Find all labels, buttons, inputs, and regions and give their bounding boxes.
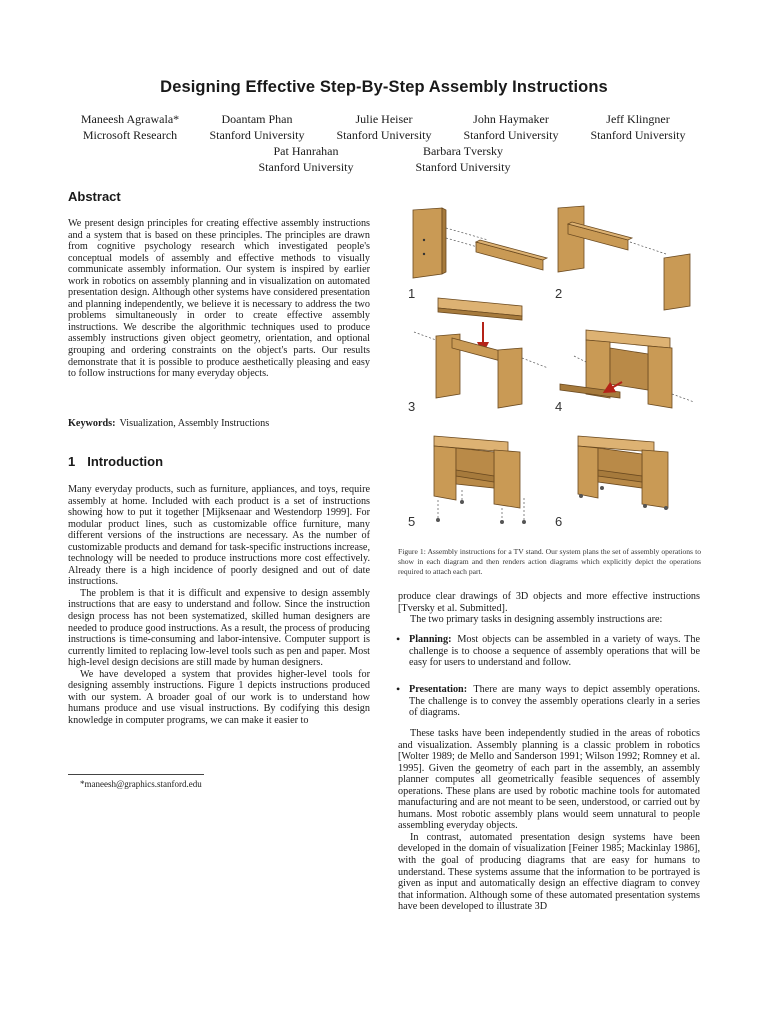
author-block	[383, 143, 543, 175]
section-heading	[68, 454, 163, 469]
right-column-body	[398, 728, 700, 913]
step-1-diagram	[413, 208, 547, 278]
bullet-item	[396, 632, 700, 669]
keywords-value: Visualization, Assembly Instructions	[119, 418, 270, 429]
author-block	[558, 111, 718, 143]
step-label: 5	[408, 514, 416, 529]
step-5-diagram	[434, 436, 526, 524]
author-name: Jeff Klingner	[606, 112, 670, 126]
figure-assembly-steps	[398, 198, 702, 538]
bullet-item	[396, 682, 700, 719]
author-name: Pat Hanrahan	[273, 144, 339, 158]
footnote: *maneesh@graphics.stanford.edu	[80, 779, 202, 789]
bullet-dot: •	[396, 682, 401, 696]
step-label: 3	[408, 399, 416, 414]
author-name: Julie Heiser	[355, 112, 413, 126]
tasks-intro: The two primary tasks in designing assembly instructions are:	[410, 614, 663, 626]
abstract-paragraph: We present design principles for creating effective assembly instructions and a system that is based on these principles. The principles are drawn from cognitive psychology research which investigated people's conceptual models of assembly and effective methods to visually communicate assembly information. Our system is inspired by earlier work in robotics on assembly planning and in visualization on automated presentation design. Although other systems have considered presentation and planning independently, we believe it is necessary to address the two problems simultaneously in order to create effective assembly instructions. We describe the algorithmic techniques used to produce assembly instructions given object geometry, orientation, and optional grouping and ordering constraints on the object's parts. Our results demonstrate that it is possible to produce aesthetically pleasing and easy to follow instructions for many everyday objects.	[68, 218, 370, 380]
author-affiliation: Microsoft Research	[82, 128, 178, 142]
author-name: Maneesh Agrawala*	[80, 112, 180, 126]
intro-text	[68, 484, 370, 726]
intro-paragraph: We have developed a system that provides higher-level tools for designing assembly instructions. Figure 1 depicts instructions produced with our system. A broader goal of our work is to understand how humans produce and use visual instructions. By codifying this design knowledge in computer programs, we can make it easier to	[68, 668, 370, 726]
body-paragraph: These tasks have been independently studied in the areas of robotics and visualization. Assembly planning is a classic problem in robotics [Wolter 1989; de Mello and Sanderson 1991; Wilson 1992; Romney et al. 1995]. Given the geometry of each part in the assembly, an assembly planner computes all geometrically feasible sequences of assembly operations. These plans are used by robotic machine tools for automated manufacturing and are not meant to be seen, understood, or carried out by humans. Most robotic assembly plans would seem unnatural to people assembling everyday objects.	[398, 728, 700, 832]
bullet-text: There are many ways to depict assembly operations. The challenge is to convey the assembly operations clearly in a series of diagrams.	[409, 684, 700, 719]
author-block	[226, 143, 386, 175]
section-title: Introduction	[87, 454, 164, 469]
author-affiliation: Stanford University	[590, 128, 686, 142]
author-affiliation: Stanford University	[209, 128, 305, 142]
author-name: Barbara Tversky	[422, 144, 504, 158]
keywords-label: Keywords:	[68, 418, 116, 429]
bullet-text: Most objects can be assembled in a variety of ways. The challenge is to choose a sequence of assembly operations that will be easy for users to understand and follow.	[409, 634, 700, 669]
step-4-diagram	[560, 330, 694, 408]
footnote-rule	[68, 774, 204, 775]
intro-paragraph: The problem is that it is difficult and expensive to design assembly instructions that are easy to understand and follow. Since the instruction design process has not been systematized, skilled human designers are needed to produce good instructions. As a result, the process of producing instructions is time-consuming and labor-intensive. Computer support is currently limited to replacing low-level tools such as pen and paper. Most high-level design decisions are still made by human designers.	[68, 587, 370, 669]
section-number: 1	[68, 454, 76, 469]
bullet-dot: •	[396, 632, 401, 646]
lead-paragraph: produce clear drawings of 3D objects and more effective instructions [Tversky et al. Submitted].	[398, 591, 700, 614]
step-label: 6	[555, 514, 563, 529]
intro-paragraph: Many everyday products, such as furniture, appliances, and toys, require assembly at home. Included with each product is a set of instructions showing how to put it together [Mijksenaar and Westendorp 1999]. For modular product lines, such as customizable office furniture, many different versions of the instructions are necessary. As the number of customizable products and demand for task-specific instructions increase, technology will be needed to produce instructions more cost effectively. Already there is a high incidence of poorly designed and out of date instructions.	[68, 484, 370, 588]
abstract-heading: Abstract	[68, 189, 121, 204]
bullet-term: Planning:	[409, 634, 452, 645]
author-affiliation: Stanford University	[463, 128, 559, 142]
keywords-line	[68, 418, 269, 429]
paper-title: Designing Effective Step-By-Step Assembly Instructions	[160, 78, 608, 96]
figure-caption: Figure 1: Assembly instructions for a TV stand. Our system plans the set of assembly operations to show in each diagram and then renders action diagrams which explicitly depict the operations required to attach each part.	[398, 547, 701, 576]
author-affiliation: Stanford University	[336, 128, 432, 142]
step-label: 1	[408, 286, 416, 301]
body-paragraph: In contrast, automated presentation design systems have been developed in the domain of visualization [Feiner 1985; Mackinlay 1986], with the goal of producing diagrams that are easy for humans to understand. These systems assume that the information to be portrayed is given as input and automatically design an effective diagram to convey that information. Although some of these automated presentation systems have been developed to illustrate 3D	[398, 831, 700, 913]
step-2-diagram	[558, 206, 690, 310]
author-affiliation: Stanford University	[415, 160, 511, 174]
step-label: 4	[555, 399, 563, 414]
right-column-lead	[398, 591, 700, 626]
bullet-term: Presentation:	[409, 684, 468, 695]
abstract-text	[68, 218, 370, 380]
author-affiliation: Stanford University	[258, 160, 354, 174]
step-3-diagram	[414, 298, 548, 408]
step-label: 2	[555, 286, 563, 301]
author-name: Doantam Phan	[221, 112, 293, 126]
step-6-diagram	[578, 436, 668, 510]
author-name: John Haymaker	[473, 112, 549, 126]
